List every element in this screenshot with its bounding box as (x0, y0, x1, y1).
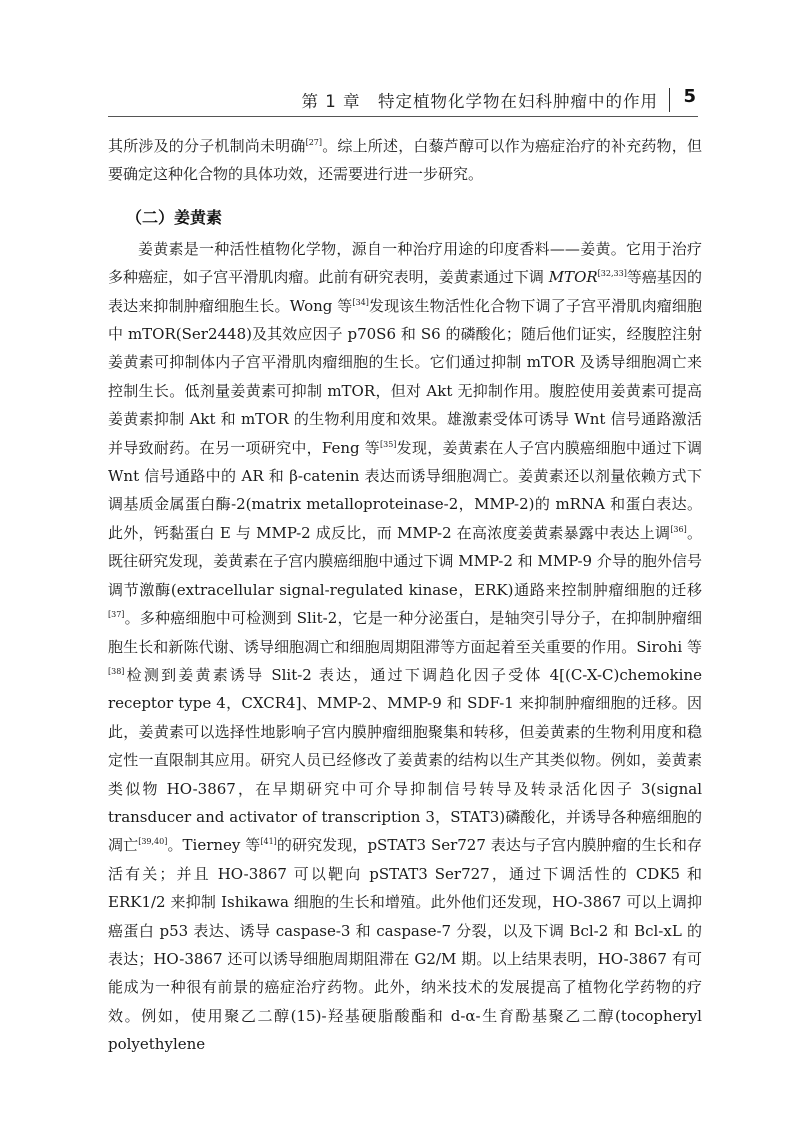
citation: [41] (260, 837, 277, 847)
text-run: 发现该生物活性化合物下调了子宫平滑肌肉瘤细胞中 mTOR(Ser2448)及其效应因子 p70S6 和 S6 的磷酸化；随后他们证实，经腹腔注射姜黄素可抑制体内子宫平滑肌肉瘤细胞的生长。它们通过抑制 mTOR 及诱导细胞凋亡来控制生长。低剂量姜黄素可抑制 mTOR，但对 Akt 无抑制作用。腹腔使用姜黄素可提高姜黄素抑制 Akt 和 mTOR 的生物利用度和效果。雄激素受体可诱导 Wnt 信号通路激活并导致耐药。在另一项研究中，Feng 等 (108, 296, 702, 457)
section-heading: （二）姜黄素 (126, 207, 223, 227)
text-run: 姜黄素是一种活性植物化学物，源自一种治疗用途的印度香料——姜黄。它用于治疗多种癌症，如子宫平滑肌肉瘤。此前有研究表明，姜黄素通过下调 (108, 239, 702, 287)
text-run: 的研究发现，pSTAT3 Ser727 表达与子宫内膜肿瘤的生长和存活有关；并且 HO-3867 可以靶向 pSTAT3 Ser727，通过下调活性的 CDK5 和 ERK1/2 来抑制 Ishikawa 细胞的生长和增殖。此外他们还发现，HO-3867 可以上调抑癌蛋白 p53 表达、诱导 caspase-3 和 caspase-7 分裂，以及下调 Bcl-2 和 Bcl-xL 的表达；HO-3867 还可以诱导细胞周期阻滞在 G2/M 期。以上结果表明，HO-3867 有可能成为一种很有前景的癌症治疗药物。此外，纳米技术的发展提高了植物化学药物的疗效。例如，使用聚乙二醇(15)-羟基硬脂酸酯和 d-α-生育酚基聚乙二醇(tocopheryl polyethylene (108, 836, 702, 1054)
text-run: 。多种癌细胞中可检测到 Slit-2，它是一种分泌蛋白，是轴突引导分子，在抑制肿瘤细胞生长和新陈代谢、诱导细胞凋亡和细胞周期阻滞等方面起着至关重要的作用。Sirohi 等 (108, 609, 702, 656)
page-number: 5 (683, 86, 696, 107)
citation: [32,33] (597, 269, 627, 279)
citation: [34] (352, 297, 369, 307)
text-run: 。既往研究发现，姜黄素在子宫内膜癌细胞中通过下调 MMP-2 和 MMP-9 介导的胞外信号调节激酶(extracellular signal-regulated kinase，ERK)通路来控制肿瘤细胞的迁移 (108, 523, 702, 599)
citation: [39,40] (138, 837, 168, 847)
citation: [35] (379, 439, 397, 449)
gene-name: MTOR (548, 268, 598, 287)
text-run: 等癌基因的表达来抑制肿瘤细胞生长。Wong 等 (108, 268, 702, 315)
header-rule (108, 116, 698, 117)
citation: [38] (108, 666, 125, 676)
running-header (108, 86, 698, 120)
citation: [27] (305, 138, 323, 147)
header-separator (669, 88, 670, 112)
text-run: 其所涉及的分子机制尚未明确 (108, 137, 306, 155)
text-run: 检测到姜黄素诱导 Slit-2 表达，通过下调趋化因子受体 4[(C-X-C)chemokine receptor type 4，CXCR4]、MMP-2、MMP-9 和 SDF-1 来抑制肿瘤细胞的迁移。因此，姜黄素可以选择性地影响子宫内膜肿瘤细胞聚集和转移，但姜黄素的生物利用度和稳定性一直限制其应用。研究人员已经修改了姜黄素的结构以生产其类似物。例如，姜黄素类似物 HO-3867，在早期研究中可介导抑制信号转导及转录活化因子 3(signal transducer and activator of transcription 3，STAT3)磷酸化，并诱导各种癌细胞的凋亡 (108, 665, 702, 855)
continuation-paragraph (108, 132, 702, 189)
body-text (108, 132, 702, 1059)
citation: [37] (108, 610, 125, 620)
text-run: 。综上所述，白藜芦醇可以作为癌症治疗的补充药物，但要确定这种化合物的具体功效，还需要进行进一步研究。 (108, 137, 702, 184)
citation: [36] (670, 524, 687, 534)
chapter-title: 第 1 章 特定植物化学物在妇科肿瘤中的作用 (301, 92, 658, 111)
main-paragraph (108, 235, 702, 1059)
text-run: 发现，姜黄素在人子宫内膜癌细胞中通过下调 Wnt 信号通路中的 AR 和 β-catenin 表达而诱导细胞凋亡。姜黄素还以剂量依赖方式下调基质金属蛋白酶-2(matrix metalloproteinase-2，MMP-2)的 mRNA 和蛋白表达。此外，钙黏蛋白 E 与 MMP-2 成反比，而 MMP-2 在高浓度姜黄素暴露中表达上调 (108, 438, 702, 542)
text-run: 。Tierney 等 (167, 836, 261, 855)
